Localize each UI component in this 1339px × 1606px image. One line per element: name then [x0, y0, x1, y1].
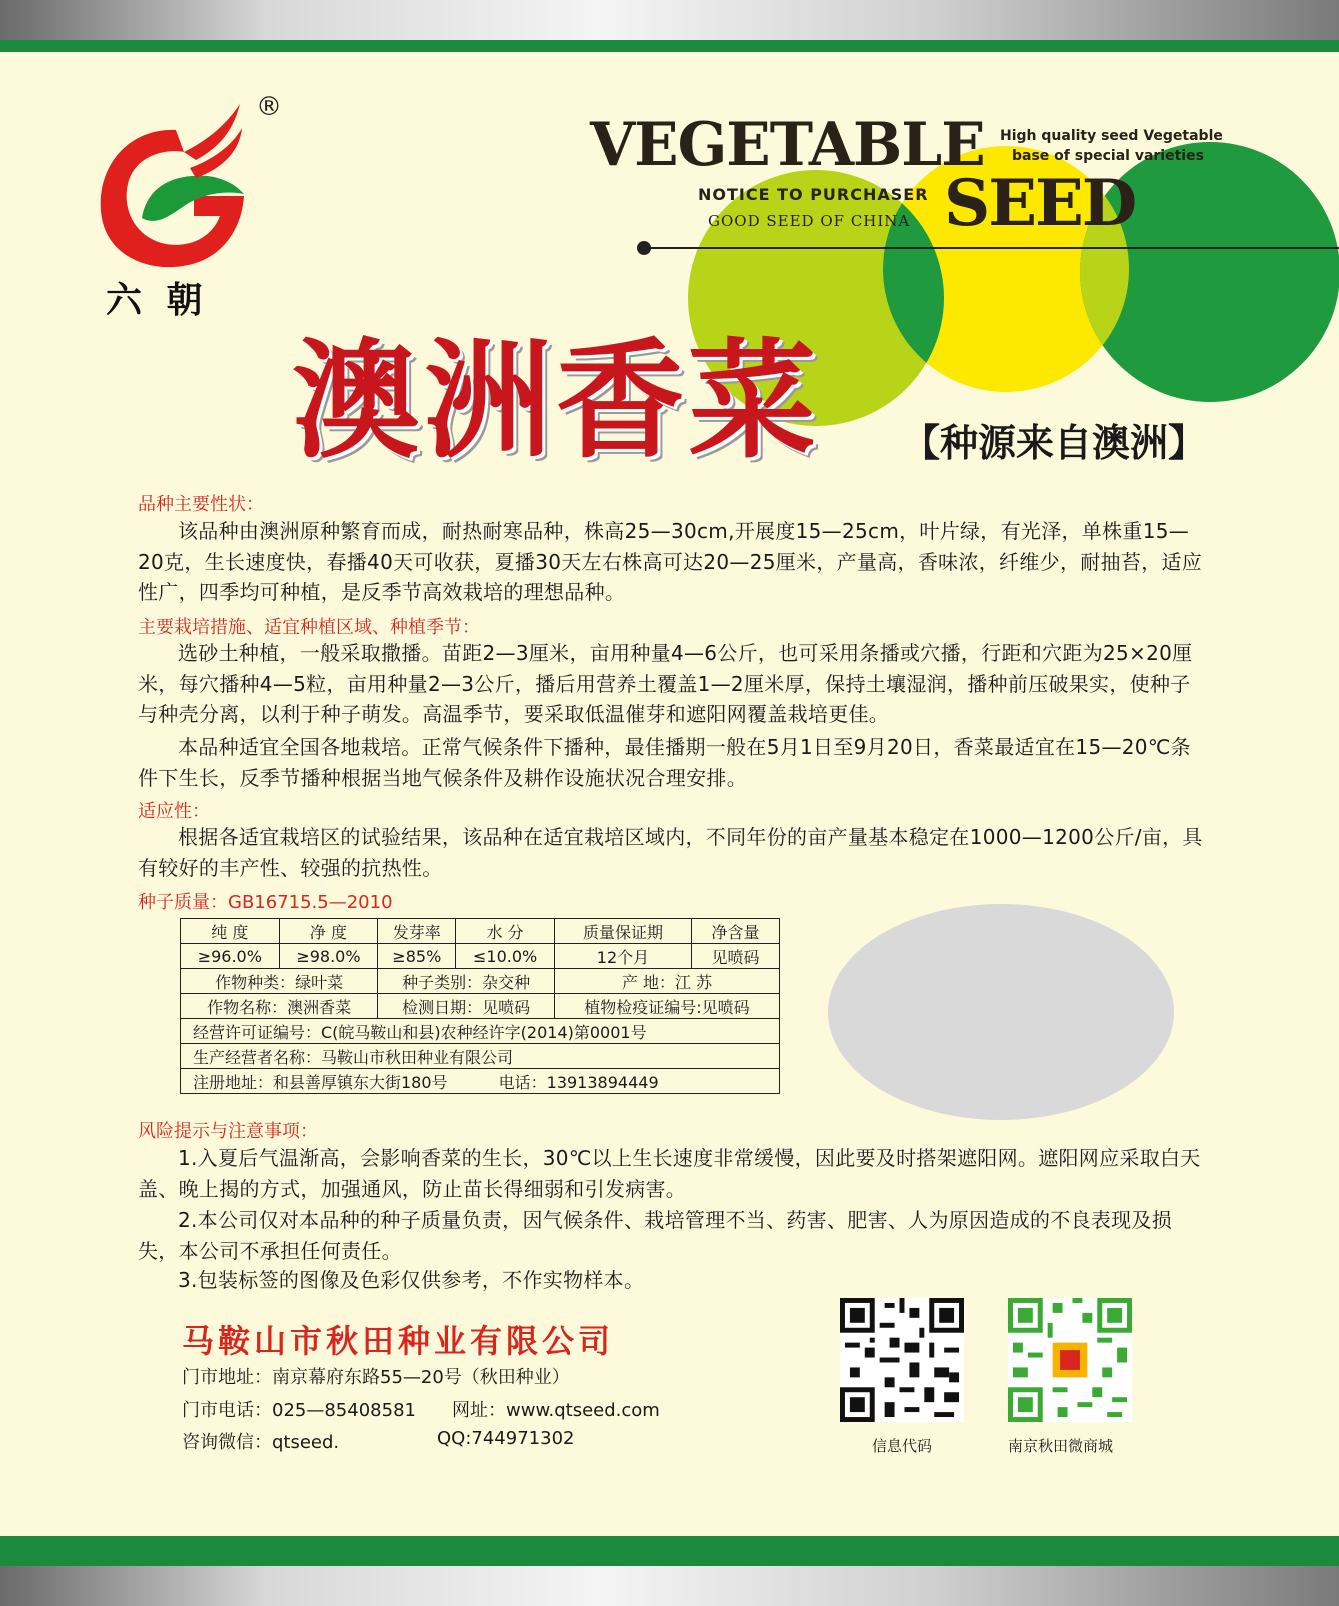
table-row	[181, 1044, 780, 1069]
table-cell: 检测日期：见喷码	[378, 994, 555, 1019]
table-header-cell: 纯 度	[181, 919, 280, 944]
table-cell: ≥96.0%	[181, 944, 280, 969]
risk-3: 3.包装标签的图像及色彩仅供参考，不作实物样本。	[178, 1268, 645, 1292]
table-cell: ≤10.0%	[456, 944, 555, 969]
adapt-text: 根据各适宜栽培区的试验结果，该品种在适宜栽培区域内，不同年份的亩产量基本稳定在1000—1200公斤/亩，具有较好的丰产性、较强的抗热性。	[138, 825, 1203, 880]
adapt-heading: 适应性：	[138, 801, 210, 822]
table-header-cell: 质量保证期	[554, 919, 691, 944]
table-cell: 种子类别：杂交种	[378, 969, 555, 994]
qq-number: QQ:744971302	[437, 1428, 575, 1449]
quality-line-1: High quality seed Vegetable	[1000, 128, 1223, 144]
table-cell: 经营许可证编号：C(皖马鞍山和县)农种经许字(2014)第0001号	[181, 1019, 780, 1044]
store-address: 门市地址：南京幕府东路55—20号（秋田种业）	[182, 1367, 570, 1388]
table-row	[181, 944, 780, 969]
table-cell: ≥98.0%	[279, 944, 378, 969]
store-phone: 门市电话：025—85408581	[182, 1400, 416, 1421]
batch-code-oval	[828, 904, 1174, 1120]
brand-name: 六 朝	[106, 280, 209, 321]
seed-title: SEED	[944, 166, 1136, 241]
table-cell	[181, 1069, 780, 1094]
traits-text: 该品种由澳洲原种繁育而成，耐热耐寒品种，株高25—30cm,开展度15—25cm，叶片绿，有光泽，单株重15—20克，生长速度快，春播40天可收获，夏播30天左右株高可达20—25厘米，产量高，香味浓，纤维少，耐抽苔，适应性广，四季均可种植，是反季节高效栽培的理想品种。	[138, 519, 1203, 604]
table-header-cell: 净含量	[692, 919, 780, 944]
good-seed-of-china: GOOD SEED OF CHINA	[708, 212, 911, 230]
info-qr-caption: 信息代码	[872, 1437, 933, 1455]
notice-to-purchaser: NOTICE TO PURCHASER	[698, 185, 929, 204]
table-cell: 作物名称：澳洲香菜	[181, 994, 378, 1019]
table-row	[181, 994, 780, 1019]
registered-address: 注册地址：和县善厚镇东大街180号	[193, 1072, 448, 1092]
bottom-green-stripe	[0, 1536, 1339, 1566]
cultivation-heading: 主要栽培措施、适宜种植区域、种植季节：	[138, 617, 480, 638]
wechat-store-qr-code-icon[interactable]	[1008, 1298, 1132, 1422]
risk-1: 1.入夏后气温渐高，会影响香菜的生长，30℃以上生长速度非常缓慢，因此要及时搭架遮阳网。遮阳网应采取白天盖、晚上揭的方式，加强通风，防止苗长得细弱和引发病害。	[138, 1146, 1201, 1201]
table-header-cell: 发芽率	[378, 919, 456, 944]
table-row	[181, 1019, 780, 1044]
wechat-id: 咨询微信：qtseed.	[182, 1432, 340, 1453]
risk-heading: 风险提示与注意事项：	[138, 1121, 318, 1142]
registered-mark: ®	[256, 92, 282, 122]
table-header-cell: 水 分	[456, 919, 555, 944]
info-qr-code-icon[interactable]	[840, 1298, 964, 1422]
table-cell: ≥85%	[378, 944, 456, 969]
cultivation-text-2: 本品种适宜全国各地栽培。正常气候条件下播种，最佳播期一般在5月1日至9月20日，香菜最适宜在15—20℃条件下生长，反季节播种根据当地气候条件及耕作设施状况合理安排。	[138, 735, 1191, 790]
store-qr-caption: 南京秋田微商城	[1008, 1437, 1114, 1455]
vegetable-title: VEGETABLE	[590, 110, 985, 180]
product-title: 澳洲香菜	[292, 327, 821, 476]
product-subtitle: 【种源来自澳洲】	[902, 421, 1207, 465]
table-row	[181, 919, 780, 944]
table-cell: 作物种类：绿叶菜	[181, 969, 378, 994]
seed-spec-table	[180, 918, 780, 1094]
table-row	[181, 969, 780, 994]
quality-line-2: base of special varieties	[1012, 148, 1204, 164]
table-cell: 生产经营者名称：马鞍山市秋田种业有限公司	[181, 1044, 780, 1069]
liuchao-logo-icon	[84, 98, 264, 278]
risk-2: 2.本公司仅对本品种的种子质量负责，因气候条件、栽培管理不当、药害、肥害、人为原因造成的不良表现及损失，本公司不承担任何责任。	[138, 1208, 1173, 1263]
traits-heading: 品种主要性状：	[138, 494, 264, 515]
header-rule	[648, 247, 1339, 249]
website-link[interactable]: 网址：www.qtseed.com	[452, 1400, 660, 1421]
table-row	[181, 1069, 780, 1094]
company-name: 马鞍山市秋田种业有限公司	[182, 1322, 615, 1360]
table-header-cell: 净 度	[279, 919, 378, 944]
quality-heading: 种子质量：GB16715.5—2010	[138, 892, 393, 913]
registered-phone: 电话：13913894449	[498, 1072, 659, 1092]
table-cell: 植物检疫证编号:见喷码	[554, 994, 779, 1019]
bottom-metal-band	[0, 1566, 1339, 1606]
table-cell: 产 地：江 苏	[554, 969, 779, 994]
table-cell: 12个月	[554, 944, 691, 969]
table-cell: 见喷码	[692, 944, 780, 969]
cultivation-text-1: 选砂土种植，一般采取撒播。苗距2—3厘米，亩用种量4—6公斤，也可采用条播或穴播，行距和穴距为25×20厘米，每穴播种4—5粒，亩用种量2—3公斤，播后用营养土覆盖1—2厘米厚，保持土壤湿润，播种前压破果实，使种子与种壳分离，以利于种子萌发。高温季节，要采取低温催芽和遮阳网覆盖栽培更佳。	[138, 641, 1193, 726]
